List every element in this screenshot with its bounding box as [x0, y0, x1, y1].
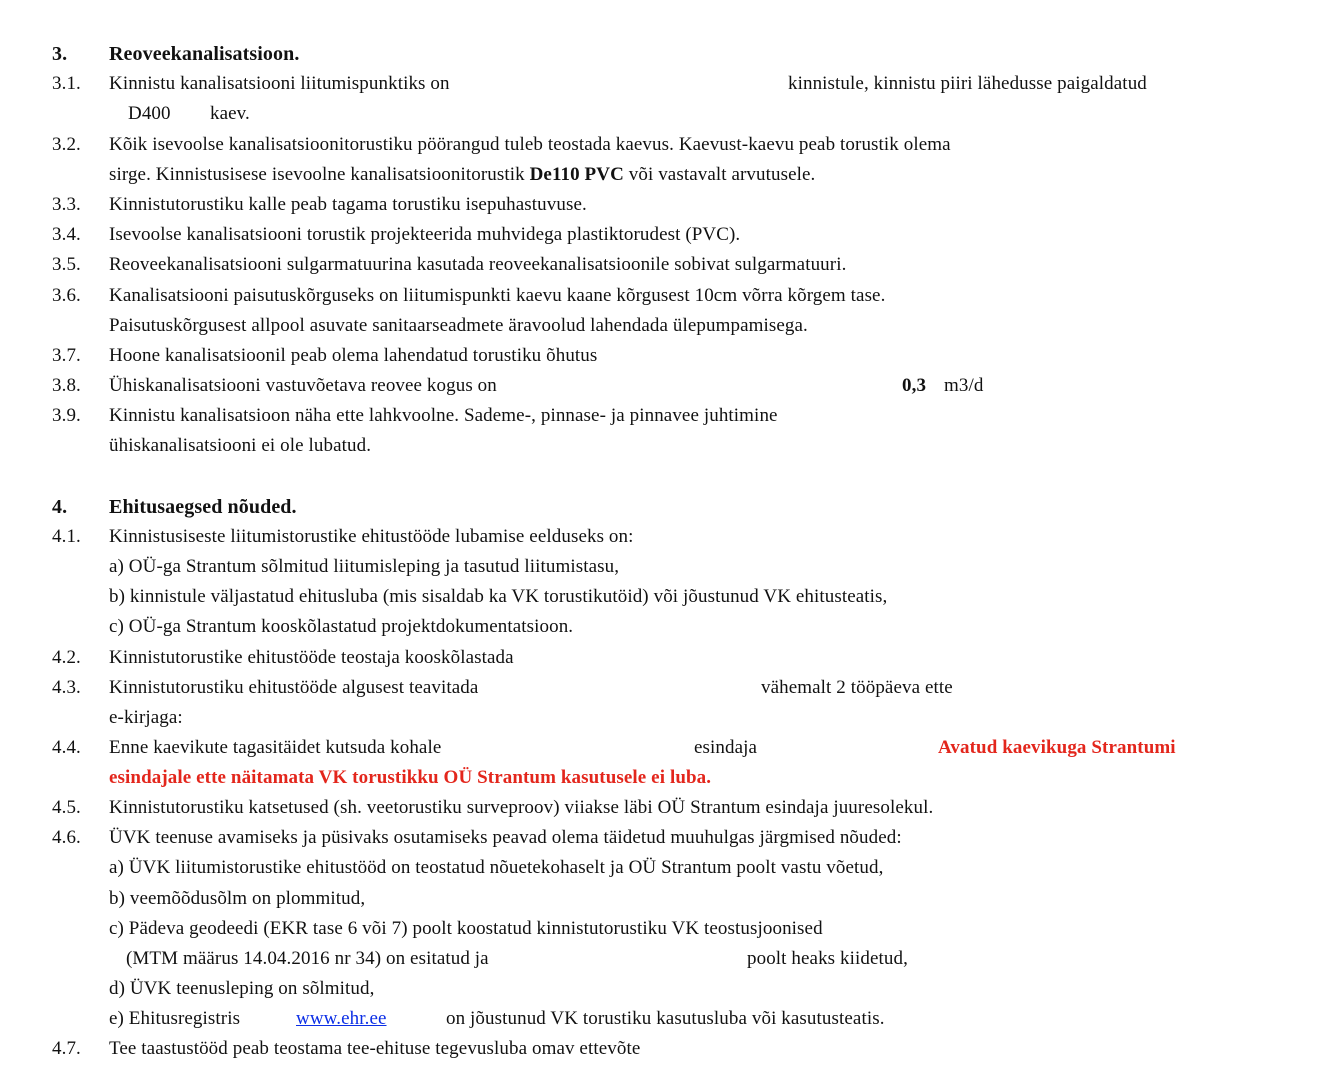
item-number: 3.1.	[52, 73, 81, 94]
list-item-4-2	[0, 643, 1328, 673]
item-number: 4.4.	[52, 737, 81, 758]
item-text: või vastavalt arvutusele.	[628, 164, 816, 185]
sub-item: a) OÜ-ga Strantum sõlmitud liitumisleping ja tasutud liitumistasu,	[109, 556, 620, 577]
sub-item: b) kinnistule väljastatud ehitusluba (mis sisaldab ka VK torustikutöid) või jõustunud VK ehitusteatis,	[109, 586, 888, 607]
sub-item: e) Ehitusregistris	[109, 1008, 241, 1029]
item-text: Kanalisatsiooni paisutuskõrguseks on liitumispunkti kaevu kaane kõrgusest 10cm võrra kõrgem tase.	[109, 285, 886, 306]
list-item-4-6-d	[0, 974, 1328, 1004]
list-item-4-6-e	[0, 1004, 1328, 1034]
list-item-4-5	[0, 793, 1328, 823]
list-item-4-7	[0, 1034, 1328, 1064]
list-item-4-6	[0, 823, 1328, 853]
sub-item: c) OÜ-ga Strantum kooskõlastatud projektdokumentatsioon.	[109, 616, 574, 637]
item-text: e-kirjaga:	[109, 707, 183, 728]
sub-item-text-cont: poolt heaks kiidetud,	[747, 948, 908, 969]
list-item-3-2	[0, 130, 1328, 160]
list-item-3-1-cont	[0, 99, 1328, 129]
item-text: ühiskanalisatsiooni ei ole lubatud.	[109, 435, 372, 456]
item-text: Kinnistutorustiku ehitustööde algusest teavitada	[109, 677, 479, 698]
item-text: Kinnistutorustiku kalle peab tagama torustiku isepuhastuvuse.	[109, 194, 587, 215]
section-number: 3.	[52, 43, 68, 65]
list-item-3-1	[0, 69, 1328, 99]
item-number: 4.7.	[52, 1038, 81, 1059]
item-text: Tee taastustööd peab teostama tee-ehituse tegevusluba omav ettevõte	[109, 1038, 641, 1059]
sub-item: c) Pädeva geodeedi (EKR tase 6 või 7) poolt koostatud kinnistutorustiku VK teostusjoonised	[109, 918, 823, 939]
item-number: 3.3.	[52, 194, 81, 215]
item-number: 4.3.	[52, 677, 81, 698]
item-text: Reoveekanalisatsiooni sulgarmatuurina kasutada reoveekanalisatsioonile sobivat sulgarmatuuri.	[109, 254, 847, 275]
item-text: Paisutuskõrgusest allpool asuvate sanitaarseadmete äravoolud lahendada ülepumpamisega.	[109, 315, 808, 336]
list-item-3-9	[0, 401, 1328, 431]
section-3-heading	[0, 39, 1328, 69]
item-number: 3.9.	[52, 405, 81, 426]
list-item-3-4	[0, 220, 1328, 250]
item-number: 4.5.	[52, 797, 81, 818]
item-text: Isevoolse kanalisatsiooni torustik projekteerida muhvidega plastiktorudest (PVC).	[109, 224, 741, 245]
list-item-4-6-a	[0, 853, 1328, 883]
pipe-spec: De110 PVC	[529, 164, 624, 185]
item-text: Kinnistu kanalisatsiooni liitumispunktiks on	[109, 73, 450, 94]
list-item-4-6-c	[0, 914, 1328, 944]
list-item-3-6-cont	[0, 311, 1328, 341]
section-title: Ehitusaegsed nõuded.	[109, 496, 297, 518]
item-text: Kinnistu kanalisatsioon näha ette lahkvoolne. Sademe-, pinnase- ja pinnavee juhtimine	[109, 405, 778, 426]
sub-item: d) ÜVK teenusleping on sõlmitud,	[109, 978, 375, 999]
list-item-4-6-b	[0, 884, 1328, 914]
list-item-4-1	[0, 522, 1328, 552]
item-text: Enne kaevikute tagasitäidet kutsuda kohale	[109, 737, 442, 758]
warning-text: Avatud kaevikuga Strantumi	[938, 737, 1176, 758]
item-number: 4.1.	[52, 526, 81, 547]
sub-item-text-cont: on jõustunud VK torustiku kasutusluba või kasutusteatis.	[446, 1008, 885, 1029]
ehr-link[interactable]: www.ehr.ee	[296, 1008, 387, 1029]
well-diameter: D400	[128, 103, 171, 124]
item-number: 3.7.	[52, 345, 81, 366]
list-item-4-3	[0, 673, 1328, 703]
list-item-4-1-c	[0, 612, 1328, 642]
item-text-cont: vähemalt 2 tööpäeva ette	[761, 677, 953, 698]
sewage-volume-unit: m3/d	[944, 375, 984, 396]
item-text-cont: kinnistule, kinnistu piiri lähedusse paigaldatud	[788, 73, 1147, 94]
section-title: Reoveekanalisatsioon.	[109, 43, 300, 65]
item-number: 4.6.	[52, 827, 81, 848]
item-text: Kinnistusiseste liitumistorustike ehitustööde lubamise eelduseks on:	[109, 526, 634, 547]
list-item-3-5	[0, 250, 1328, 280]
warning-text: esindajale ette näitamata VK torustikku OÜ Strantum kasutusele ei luba.	[109, 767, 712, 788]
item-number: 4.2.	[52, 647, 81, 668]
section-4-heading	[0, 492, 1328, 522]
list-item-3-2-cont	[0, 160, 1328, 190]
item-text: Kinnistutorustiku katsetused (sh. veetorustiku surveproov) viiakse läbi OÜ Strantum esindaja juuresolekul.	[109, 797, 934, 818]
item-number: 3.6.	[52, 285, 81, 306]
item-text: ÜVK teenuse avamiseks ja püsivaks osutamiseks peavad olema täidetud muuhulgas järgmised nõuded:	[109, 827, 902, 848]
item-text: kaev.	[210, 103, 250, 124]
list-item-4-6-c-cont	[0, 944, 1328, 974]
list-item-4-1-a	[0, 552, 1328, 582]
item-text: Ühiskanalisatsiooni vastuvõetava reovee kogus on	[109, 375, 497, 396]
sub-item: b) veemõõdusõlm on plommitud,	[109, 888, 366, 909]
sewage-volume-value: 0,3	[902, 375, 927, 396]
list-item-3-7	[0, 341, 1328, 371]
list-item-3-8	[0, 371, 1328, 401]
list-item-3-3	[0, 190, 1328, 220]
item-text: Kinnistutorustike ehitustööde teostaja kooskõlastada	[109, 647, 514, 668]
list-item-4-4	[0, 733, 1328, 763]
item-number: 3.2.	[52, 134, 81, 155]
list-item-4-3-cont	[0, 703, 1328, 733]
item-number: 3.8.	[52, 375, 81, 396]
item-text: sirge. Kinnistusisese isevoolne kanalisatsioonitorustik	[109, 164, 525, 185]
section-number: 4.	[52, 496, 68, 518]
item-text: Kõik isevoolse kanalisatsioonitorustiku pöörangud tuleb teostada kaevus. Kaevust-kaevu peab torustik olema	[109, 134, 951, 155]
list-item-4-1-b	[0, 582, 1328, 612]
item-number: 3.5.	[52, 254, 81, 275]
item-text-cont: esindaja	[694, 737, 758, 758]
list-item-4-4-cont	[0, 763, 1328, 793]
list-item-3-6	[0, 281, 1328, 311]
sub-item-text: (MTM määrus 14.04.2016 nr 34) on esitatud ja	[126, 948, 489, 969]
list-item-3-9-cont	[0, 431, 1328, 461]
sub-item: a) ÜVK liitumistorustike ehitustööd on teostatud nõuetekohaselt ja OÜ Strantum poolt vastu võetud,	[109, 857, 884, 878]
item-number: 3.4.	[52, 224, 81, 245]
item-text: Hoone kanalisatsioonil peab olema lahendatud torustiku õhutus	[109, 345, 598, 366]
